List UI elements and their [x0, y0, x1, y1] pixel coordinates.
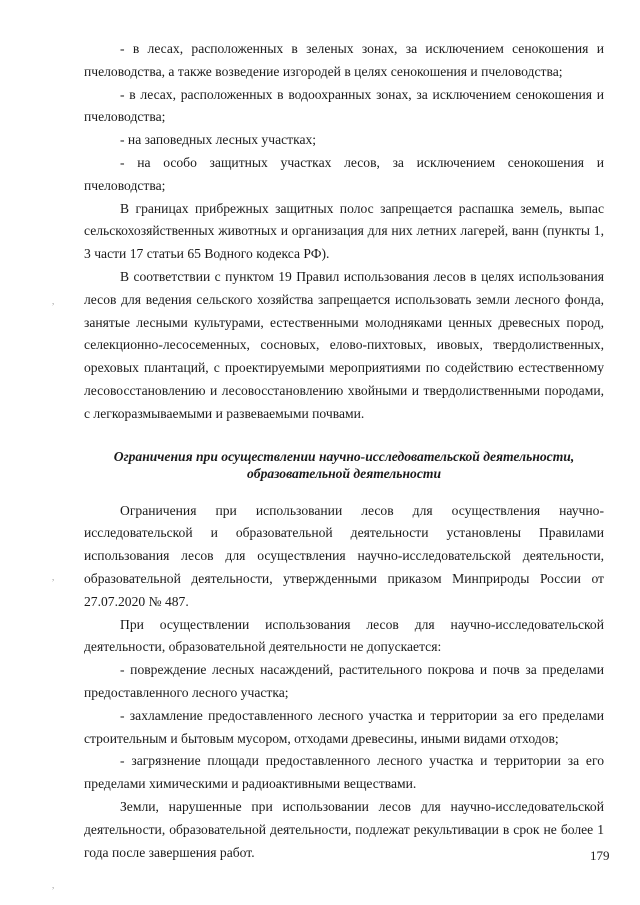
section-heading-line-1: Ограничения при осуществлении научно-исследовательской деятельности,	[113, 448, 575, 464]
paragraph-reserved-plots: - на заповедных лесных участках;	[120, 132, 317, 148]
paragraph-damage: - повреждение лесных насаждений, растительного покрова и почв за пределами предоставленного лесного участка;	[84, 662, 604, 700]
paragraph-coastal-strips: В границах прибрежных защитных полос запрещается распашка земель, выпас сельскохозяйственных животных и организация для них летних лагерей, ванн (пункты 1, 3 части 17 статьи 65 Водного кодекса РФ).	[84, 200, 604, 262]
section-heading	[84, 448, 604, 482]
scan-margin-mark: ,	[52, 880, 55, 890]
paragraph-recultivation: Земли, нарушенные при использовании лесов для научно-исследовательской деятельности, образовательной деятельности, подлежат рекультивации в срок не более 1 года после завершения работ.	[84, 798, 604, 860]
paragraph-green-zones: - в лесах, расположенных в зеленых зонах, за исключением сенокошения и пчеловодства, а также возведение изгородей в целях сенокошения и пчеловодства;	[84, 41, 604, 79]
scan-margin-mark: ,	[52, 296, 55, 306]
page-number: 179	[590, 848, 610, 863]
paragraph-protected-plots: - на особо защитных участках лесов, за исключением сенокошения и пчеловодства;	[84, 154, 604, 193]
section-heading-line-2: образовательной деятельности	[246, 465, 442, 481]
paragraph-littering: - захламление предоставленного лесного участка и территории за его пределами строительным и бытовым мусором, отходами древесины, иными видами отходов;	[84, 707, 604, 746]
paragraph-not-allowed-intro: При осуществлении использования лесов для научно-исследовательской деятельности, образовательной деятельности не допускается:	[84, 616, 604, 655]
scan-margin-mark: ,	[52, 572, 55, 582]
page-content	[84, 38, 604, 864]
paragraph-water-zones: - в лесах, расположенных в водоохранных зонах, за исключением сенокошения и пчеловодства;	[84, 86, 604, 125]
paragraph-pollution: - загрязнение площади предоставленного лесного участка и территории за его пределами химическими и радиоактивными веществами.	[84, 753, 604, 792]
paragraph-rule-19: В соответствии с пунктом 19 Правил использования лесов в целях использования лесов для ведения сельского хозяйства запрещается использовать земли лесного фонда, занятые лесными культурами, естественными молодняками ценных древесных пород, селекционно-лесосеменных, сосновых, елово-пихтовых, ивовых, твердолиственных, ореховых плантаций, с проектируемыми мероприятиями по содействию естественному лесовосстановлению и лесовосстановлению хвойными и твердолиственными породами, с легкоразмываемыми и развеваемыми почвами.	[84, 268, 604, 421]
paragraph-research-rules: Ограничения при использовании лесов для осуществления научно-исследовательской и образовательной деятельности установлены Правилами использования лесов для осуществления научно-исследовательской деятельности, образовательной деятельности, утвержденными приказом Минприроды России от 27.07.2020 № 487.	[84, 502, 604, 609]
